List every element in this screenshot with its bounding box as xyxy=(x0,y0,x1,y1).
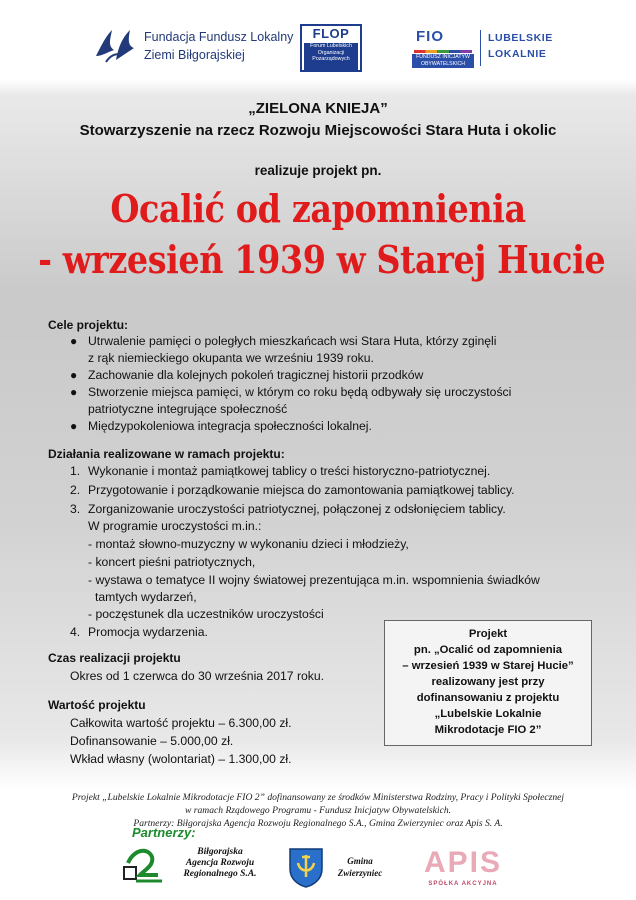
info-line: realizowany jest przy xyxy=(431,676,545,688)
activity-item xyxy=(70,463,490,480)
goal-item-cont: patriotyczne integrujące społeczność xyxy=(88,402,288,416)
activity-item xyxy=(70,624,208,641)
flop-sub-2: Organizacji xyxy=(317,49,345,56)
fio-subtitle: FUNDUSZ INICJATYW OBYWATELSKICH xyxy=(412,54,474,68)
gmina-name xyxy=(330,855,390,879)
project-title-line2: - wrzesień 1939 w Starej Hucie xyxy=(38,237,606,282)
activity-text: Promocja wydarzenia. xyxy=(88,625,208,639)
activity-item xyxy=(70,482,515,499)
program-line: - poczęstunek dla uczestników uroczystości xyxy=(88,607,324,621)
fio-lubelskie: LUBELSKIE xyxy=(488,32,553,44)
goal-item: Zachowanie dla kolejnych pokoleń tragicznej historii przodków xyxy=(88,368,424,382)
bar-name-line: Biłgorajska xyxy=(197,847,243,857)
activity-num: 2. xyxy=(70,483,81,497)
gmina-coat-of-arms-icon xyxy=(286,845,326,889)
bullet-icon: ● xyxy=(70,419,78,433)
apis-name: APIS xyxy=(423,846,503,879)
activity-item xyxy=(70,501,506,518)
fio-lokalnie: LOKALNIE xyxy=(488,48,547,60)
partners-label: Partnerzy: xyxy=(132,825,196,840)
flop-sub-3: Pozarządowych xyxy=(312,56,350,62)
header-logos xyxy=(0,0,636,82)
bar-emblem-icon xyxy=(118,845,168,889)
info-line: Mikrodotacje FIO 2” xyxy=(434,724,542,736)
activity-text: Wykonanie i montaż pamiątkowej tablicy o treści historyczno-patriotycznej. xyxy=(88,464,491,478)
footer-line3: Partnerzy: Biłgorajska Agencja Rozwoju Regionalnego S.A., Gmina Zwierzyniec oraz Apis S. A. xyxy=(133,818,503,829)
info-line: pn. „Ocalić od zapomnienia xyxy=(413,644,563,656)
footer-line2: w ramach Rządowego Programu - Fundusz Inicjatyw Obywatelskich. xyxy=(184,805,452,816)
value-title: Wartość projektu xyxy=(48,698,146,712)
gmina-name-line: Zwierzyniec xyxy=(337,868,383,878)
gmina-logo xyxy=(282,845,392,889)
bullet-icon: ● xyxy=(70,334,78,348)
info-line: Projekt xyxy=(468,628,508,640)
flop-sub-1: Forum Lubelskich xyxy=(310,43,352,49)
gmina-name-line: Gmina xyxy=(347,856,373,866)
activity-text: Zorganizowanie uroczystości patriotycznej, połączonej z odsłonięciem tablicy. xyxy=(88,502,506,516)
value-own: Wkład własny (wolontariat) – 1.300,00 zł. xyxy=(70,752,292,766)
flop-logo xyxy=(300,24,362,72)
activity-num: 3. xyxy=(70,502,81,516)
info-line: – wrzesień 1939 w Starej Hucie” xyxy=(402,660,574,672)
hands-icon xyxy=(92,26,138,66)
value-funding: Dofinansowanie – 5.000,00 zł. xyxy=(70,734,234,748)
fio-logo xyxy=(406,26,556,70)
goal-item-cont: z rąk niemieckiego okupanta we wrześniu 1939 roku. xyxy=(88,351,374,365)
bar-logo xyxy=(118,845,268,889)
info-line: dofinansowaniu z projektu xyxy=(416,692,560,704)
fio-color-bars xyxy=(414,50,472,53)
program-line: - koncert pieśni patriotycznych, xyxy=(88,555,256,569)
ffl-logo xyxy=(92,26,294,70)
bullet-icon: ● xyxy=(70,385,78,399)
bullet-icon: ● xyxy=(70,368,78,382)
goal-item: Międzypokoleniowa integracja społeczności lokalnej. xyxy=(88,419,372,433)
bar-name-line: Agencja Rozwoju xyxy=(185,858,255,868)
realizes-label: realizuje projekt pn. xyxy=(254,163,382,178)
goal-item: Utrwalenie pamięci o poległych mieszkańcach wsi Stara Huta, którzy zginęli xyxy=(88,334,497,348)
activities-title: Działania realizowane w ramach projektu: xyxy=(48,447,285,461)
fio-word: FIO xyxy=(416,28,444,45)
info-line: „Lubelskie Lokalnie xyxy=(434,708,542,720)
activity-num: 1. xyxy=(70,464,81,478)
duration-value: Okres od 1 czerwca do 30 września 2017 roku. xyxy=(70,669,325,683)
ffl-line1: Fundacja Fundusz Lokalny xyxy=(144,30,294,44)
goals-title: Cele projektu: xyxy=(48,318,129,332)
program-line: W programie uroczystości m.in.: xyxy=(88,519,262,533)
activity-text: Przygotowanie i porządkowanie miejsca do zamontowania pamiątkowej tablicy. xyxy=(88,483,515,497)
program-line: - montaż słowno-muzyczny w wykonaniu dzieci i młodzieży, xyxy=(88,537,409,551)
info-box xyxy=(384,620,592,746)
activity-num: 4. xyxy=(70,625,81,639)
org-short-name: „ZIELONA KNIEJA” xyxy=(248,100,388,117)
program-line: - wystawa o tematyce II wojny światowej prezentująca m.in. wspomnienia świadków xyxy=(88,573,540,587)
bar-name-line: Regionalnego S.A. xyxy=(183,869,257,879)
fio-divider xyxy=(480,30,481,66)
org-full-name: Stowarzyszenie na rzecz Rozwoju Miejscowości Stara Huta i okolic xyxy=(79,122,557,139)
goal-item: Stworzenie miejsca pamięci, w którym co roku będą odbywały się uroczystości xyxy=(88,385,512,399)
value-total: Całkowita wartość projektu – 6.300,00 zł. xyxy=(70,716,292,730)
program-line: tamtych wydarzeń, xyxy=(95,590,197,604)
ffl-line2: Ziemi Biłgorajskiej xyxy=(144,48,245,62)
duration-title: Czas realizacji projektu xyxy=(48,651,181,665)
apis-logo xyxy=(404,846,524,890)
footer-line1: Projekt „Lubelskie Lokalnie Mikrodotacje FIO 2” dofinansowany ze środków Ministerstwa Rodziny, Pracy i Polityki Społecznej xyxy=(71,792,565,803)
project-title-line1: Ocalić od zapomnienia xyxy=(110,186,526,231)
apis-subtitle: SPÓŁKA AKCYJNA xyxy=(428,881,498,887)
flop-subtitle xyxy=(304,43,358,70)
flop-title: FLOP xyxy=(312,26,350,41)
bar-name xyxy=(170,847,270,880)
